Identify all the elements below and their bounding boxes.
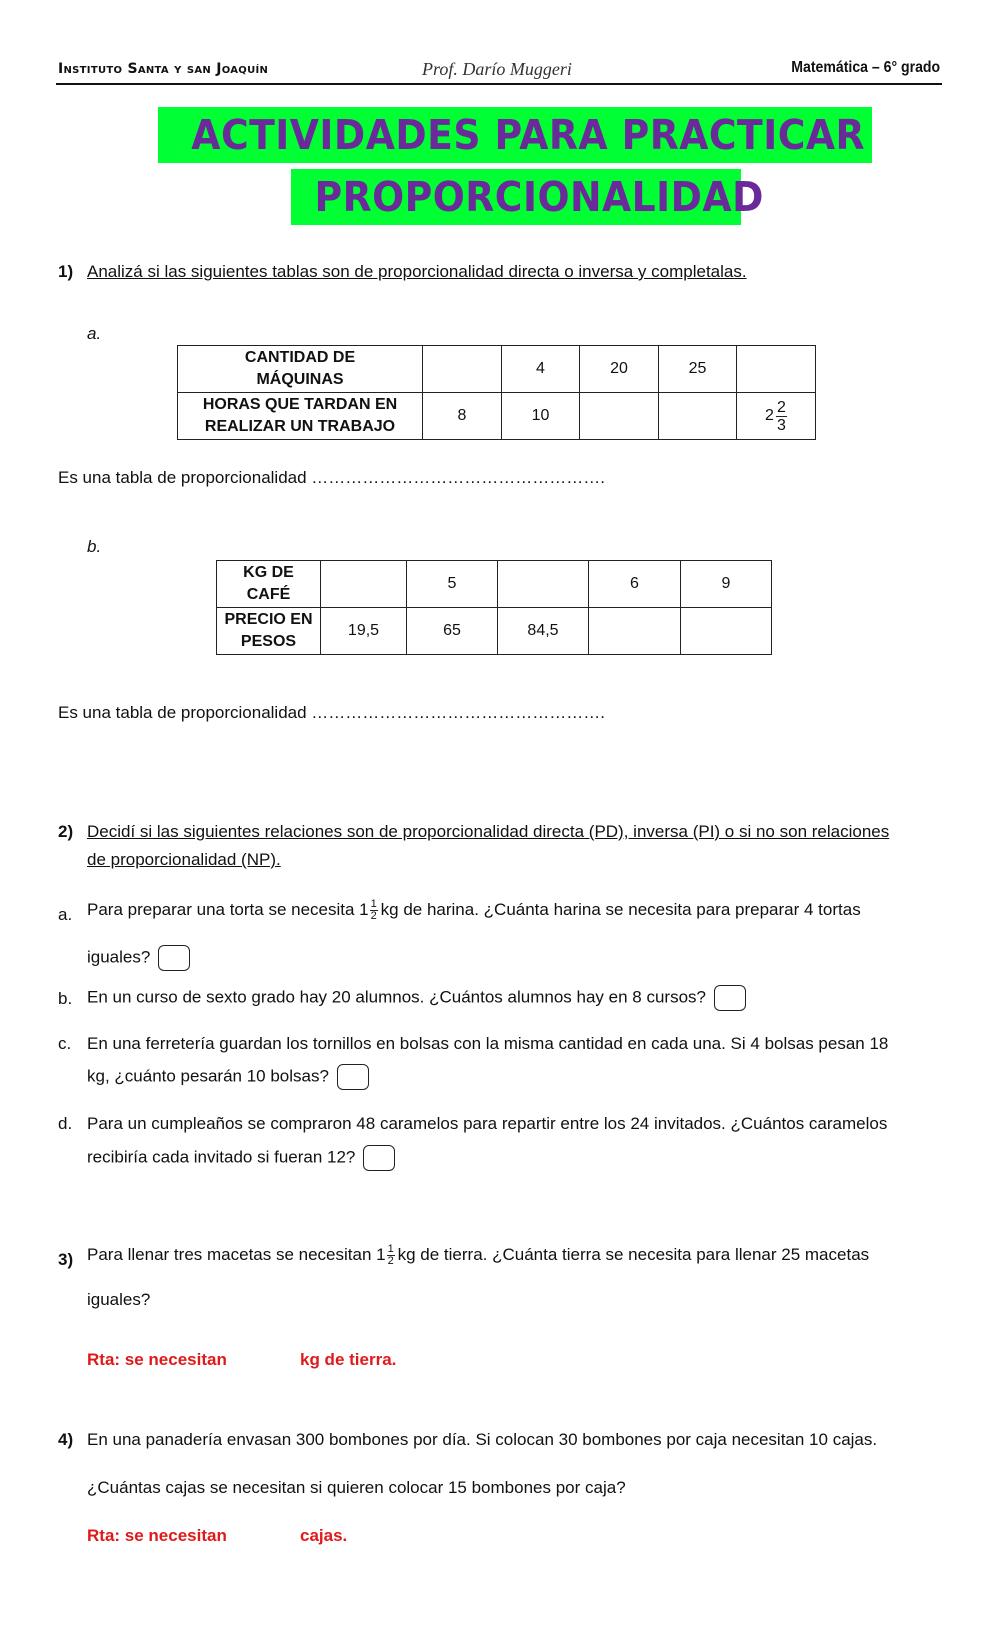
table-b-cell[interactable]: 84,5: [498, 608, 589, 655]
table-b-cell[interactable]: [498, 561, 589, 608]
table-a-cell[interactable]: 8: [423, 393, 502, 440]
q4-answer-unit: cajas.: [300, 1526, 348, 1545]
table-a-cell[interactable]: 20: [580, 346, 659, 393]
q4-answer-label: Rta: se necesitan: [87, 1526, 227, 1545]
table-b-cell[interactable]: 9: [681, 561, 772, 608]
table-b-cell[interactable]: 5: [407, 561, 498, 608]
table-b-row-1: [217, 561, 772, 608]
q3-number: 3): [58, 1250, 74, 1269]
subject-grade: Matemática – 6° grado: [791, 59, 940, 76]
table-b-cell[interactable]: [681, 608, 772, 655]
title-line-1: ACTIVIDADES PARA PRACTICAR: [158, 107, 872, 163]
table-a-header-2: HORAS QUE TARDAN EN REALIZAR UN TRABAJO: [178, 393, 423, 440]
q2b-answer-box[interactable]: [714, 985, 746, 1011]
q2b-text: En un curso de sexto grado hay 20 alumnos. ¿Cuántos alumnos hay en 8 cursos?: [87, 985, 746, 1011]
q2-prompt-line-1: Decidí si las siguientes relaciones son de proporcionalidad directa (PD), inversa (PI) o si no son relaciones: [87, 822, 890, 841]
teacher-name: Prof. Darío Muggeri: [422, 59, 572, 79]
q2c-text-line-1: En una ferretería guardan los tornillos en bolsas con la misma cantidad en cada una. Si 4 bolsas pesan 18: [87, 1034, 889, 1053]
table-a-cell[interactable]: [737, 346, 816, 393]
table-a-cell[interactable]: 25: [659, 346, 737, 393]
q3-text: Para llenar tres macetas se necesitan 1 $\frac{1}{2}$ kg de tierra. ¿Cuánta tierra se necesita para llenar 25 macetas: [87, 1242, 870, 1267]
q2a-text: Para preparar una torta se necesita 1 $\frac{1}{2}$ kg de harina. ¿Cuánta harina se necesita para preparar 4 tortas: [87, 897, 861, 922]
table-a-cell[interactable]: [423, 346, 502, 393]
header-divider: [56, 83, 942, 85]
table-b-row-2: [217, 608, 772, 655]
title-line-2: PROPORCIONALIDAD: [291, 169, 741, 225]
q1a-label: a.: [87, 324, 102, 343]
q4-text-line-1: En una panadería envasan 300 bombones por día. Si colocan 30 bombones por caja necesitan 10 cajas.: [87, 1430, 878, 1449]
q2-prompt-line-2: de proporcionalidad (NP).: [87, 850, 281, 869]
table-a-cell[interactable]: [580, 393, 659, 440]
school-name: Instituto Santa y san Joaquín: [58, 61, 269, 77]
table-a-row-2: [178, 393, 816, 440]
q1b-answer-line[interactable]: Es una tabla de proporcionalidad …………………………………………….: [58, 703, 606, 722]
q2a-answer-box[interactable]: [158, 945, 190, 971]
q2d-text-line-2: recibiría cada invitado si fueran 12?: [87, 1145, 395, 1171]
q4-text-line-2: ¿Cuántas cajas se necesitan si quieren colocar 15 bombones por caja?: [87, 1478, 626, 1497]
q2c-label: c.: [58, 1034, 72, 1053]
table-a-cell[interactable]: [659, 393, 737, 440]
table-b-cell[interactable]: 65: [407, 608, 498, 655]
table-a-header-1: CANTIDAD DE MÁQUINAS: [178, 346, 423, 393]
q1a-answer-line[interactable]: Es una tabla de proporcionalidad …………………………………………….: [58, 468, 606, 487]
q1-prompt: Analizá si las siguientes tablas son de proporcionalidad directa o inversa y completalas.: [87, 262, 747, 281]
table-a-mixed-number[interactable]: 2 $\frac{2}{3}$: [737, 393, 816, 440]
q2a-label: a.: [58, 905, 73, 924]
table-b-cell[interactable]: [321, 561, 407, 608]
table-a: [177, 345, 816, 440]
q3-answer-unit: kg de tierra.: [300, 1350, 397, 1369]
q1-number: 1): [58, 262, 74, 281]
q2b-label: b.: [58, 989, 73, 1008]
table-a-cell[interactable]: 10: [502, 393, 580, 440]
q2c-text-line-2: kg, ¿cuánto pesarán 10 bolsas?: [87, 1064, 369, 1090]
q2d-answer-box[interactable]: [363, 1145, 395, 1171]
q4-number: 4): [58, 1430, 74, 1449]
table-b-cell[interactable]: [589, 608, 681, 655]
q3-text-line-2: iguales?: [87, 1290, 151, 1309]
table-b-cell[interactable]: 6: [589, 561, 681, 608]
q2a-text-line-2: iguales?: [87, 945, 190, 971]
q2-number: 2): [58, 822, 74, 841]
q2c-answer-box[interactable]: [337, 1064, 369, 1090]
table-b-header-1: KG DE CAFÉ: [217, 561, 321, 608]
table-b-cell[interactable]: 19,5: [321, 608, 407, 655]
table-a-cell[interactable]: 4: [502, 346, 580, 393]
q3-answer-label: Rta: se necesitan: [87, 1350, 227, 1369]
table-b: [216, 560, 772, 655]
table-a-row-1: [178, 346, 816, 393]
table-b-header-2: PRECIO EN PESOS: [217, 608, 321, 655]
q2d-text-line-1: Para un cumpleaños se compraron 48 caramelos para repartir entre los 24 invitados. ¿Cuántos caramelos: [87, 1114, 888, 1133]
q1b-label: b.: [87, 537, 102, 556]
q2d-label: d.: [58, 1114, 73, 1133]
